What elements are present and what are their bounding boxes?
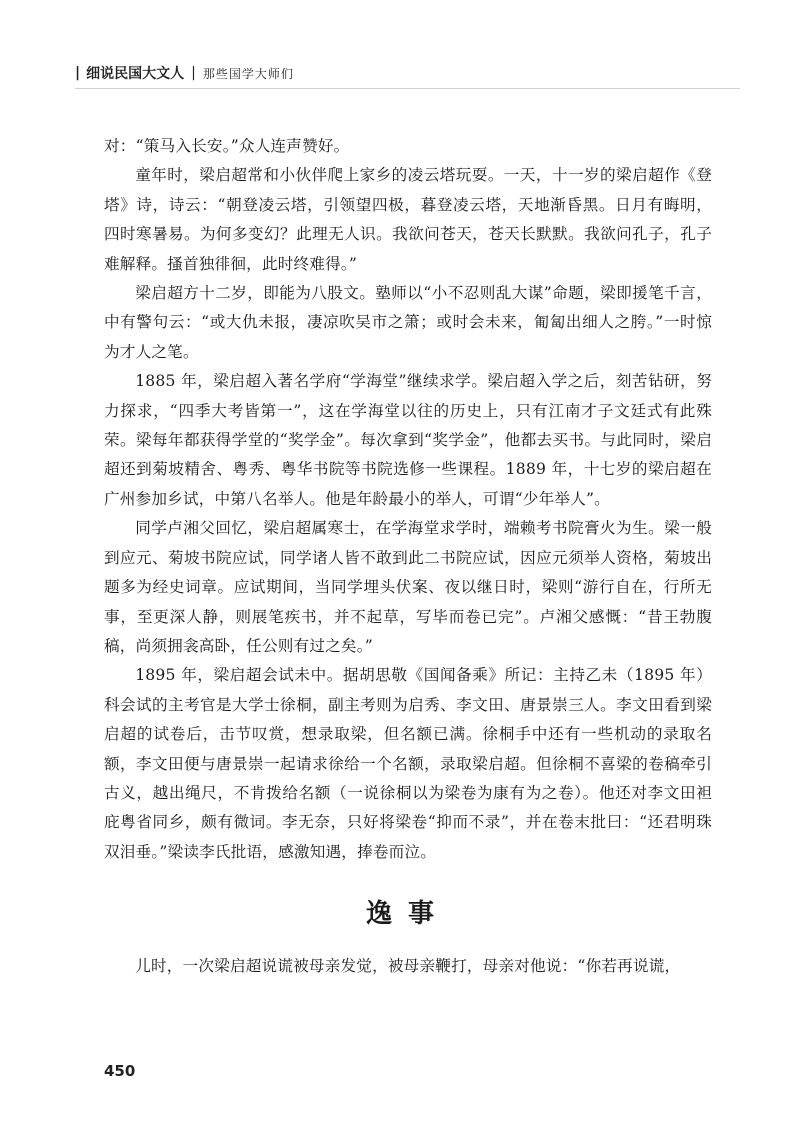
paragraph: 梁启超方十二岁，即能为八股文。塾师以“小不忍则乱大谋”命题，梁即援笔千言，中有警句云：“或大仇未报，凄凉吹吴市之箫；或时会未来，匍匐出细人之胯。”一时惊为才人之笔。 [104, 284, 712, 361]
page-number: 450 [104, 1062, 136, 1080]
paragraph: 童年时，梁启超常和小伙伴爬上家乡的凌云塔玩耍。一天，十一岁的梁启超作《登塔》诗，诗云：“朝登凌云塔，引领望四极，暮登凌云塔，天地渐昏黑。日月有晦明，四时寒暑易。为何多变幻？此理无人识。我欲问苍天，苍天长默默。我欲问孔子，孔子难解释。搔首独徘徊，此时终难得。” [104, 166, 712, 273]
header-marker: | [75, 65, 81, 81]
page-body [104, 132, 712, 982]
header-rule [75, 88, 740, 89]
running-header [75, 63, 294, 83]
header-separator: | [191, 65, 196, 81]
book-title: 细说民国大文人 [86, 66, 185, 82]
paragraph: 1885 年，梁启超入著名学府“学海堂”继续求学。梁启超入学之后，刻苦钻研，努力探求，“四季大考皆第一”，这在学海堂以往的历史上，只有江南才子文廷式有此殊荣。梁每年都获得学堂的“奖学金”。每次拿到“奖学金”，他都去买书。与此同时，梁启超还到菊坡精舍、粤秀、粤华书院等书院选修一些课程。1889 年，十七岁的梁启超在广州参加乡试，中第八名举人。他是年龄最小的举人，可谓“少年举人”。 [104, 372, 712, 508]
section-title: 逸事 [365, 899, 450, 930]
paragraph: 1895 年，梁启超会试未中。据胡思敬《国闻备乘》所记：主持乙未（1895 年）科会试的主考官是大学士徐桐，副主考则为启秀、李文田、唐景崇三人。李文田看到梁启超的试卷后，击节叹赏，想录取梁，但名额已满。徐桐手中还有一些机动的录取名额，李文田便与唐景崇一起请求徐给一个名额，录取梁启超。但徐桐不喜梁的卷稿牵引古义，越出绳尺，不肯拨给名额（一说徐桐以为梁卷为康有为之卷）。他还对李文田袒庇粤省同乡，颇有微词。李无奈，只好将梁卷“抑而不录”，并在卷末批曰：“还君明珠双泪垂。”梁读李氏批语，感激知遇，捧卷而泣。 [104, 666, 712, 861]
book-subtitle: 那些国学大师们 [202, 66, 294, 81]
paragraph: 对：“策马入长安。”众人连声赞好。 [104, 137, 350, 155]
paragraph: 同学卢湘父回忆，梁启超属寒士，在学海堂求学时，端赖考书院膏火为生。梁一般到应元、菊坡书院应试，同学诸人皆不敢到此二书院应试，因应元须举人资格，菊坡出题多为经史词章。应试期间，当同学埋头伏案、夜以继日时，梁则“游行自在，行所无事，至更深人静，则展笔疾书，并不起草，写毕而卷已完”。卢湘父感慨：“昔王勃腹稿，尚须拥衾高卧，任公则有过之矣。” [104, 519, 712, 655]
paragraph: 儿时，一次梁启超说谎被母亲发觉，被母亲鞭打，母亲对他说：“你若再说谎， [135, 957, 681, 976]
